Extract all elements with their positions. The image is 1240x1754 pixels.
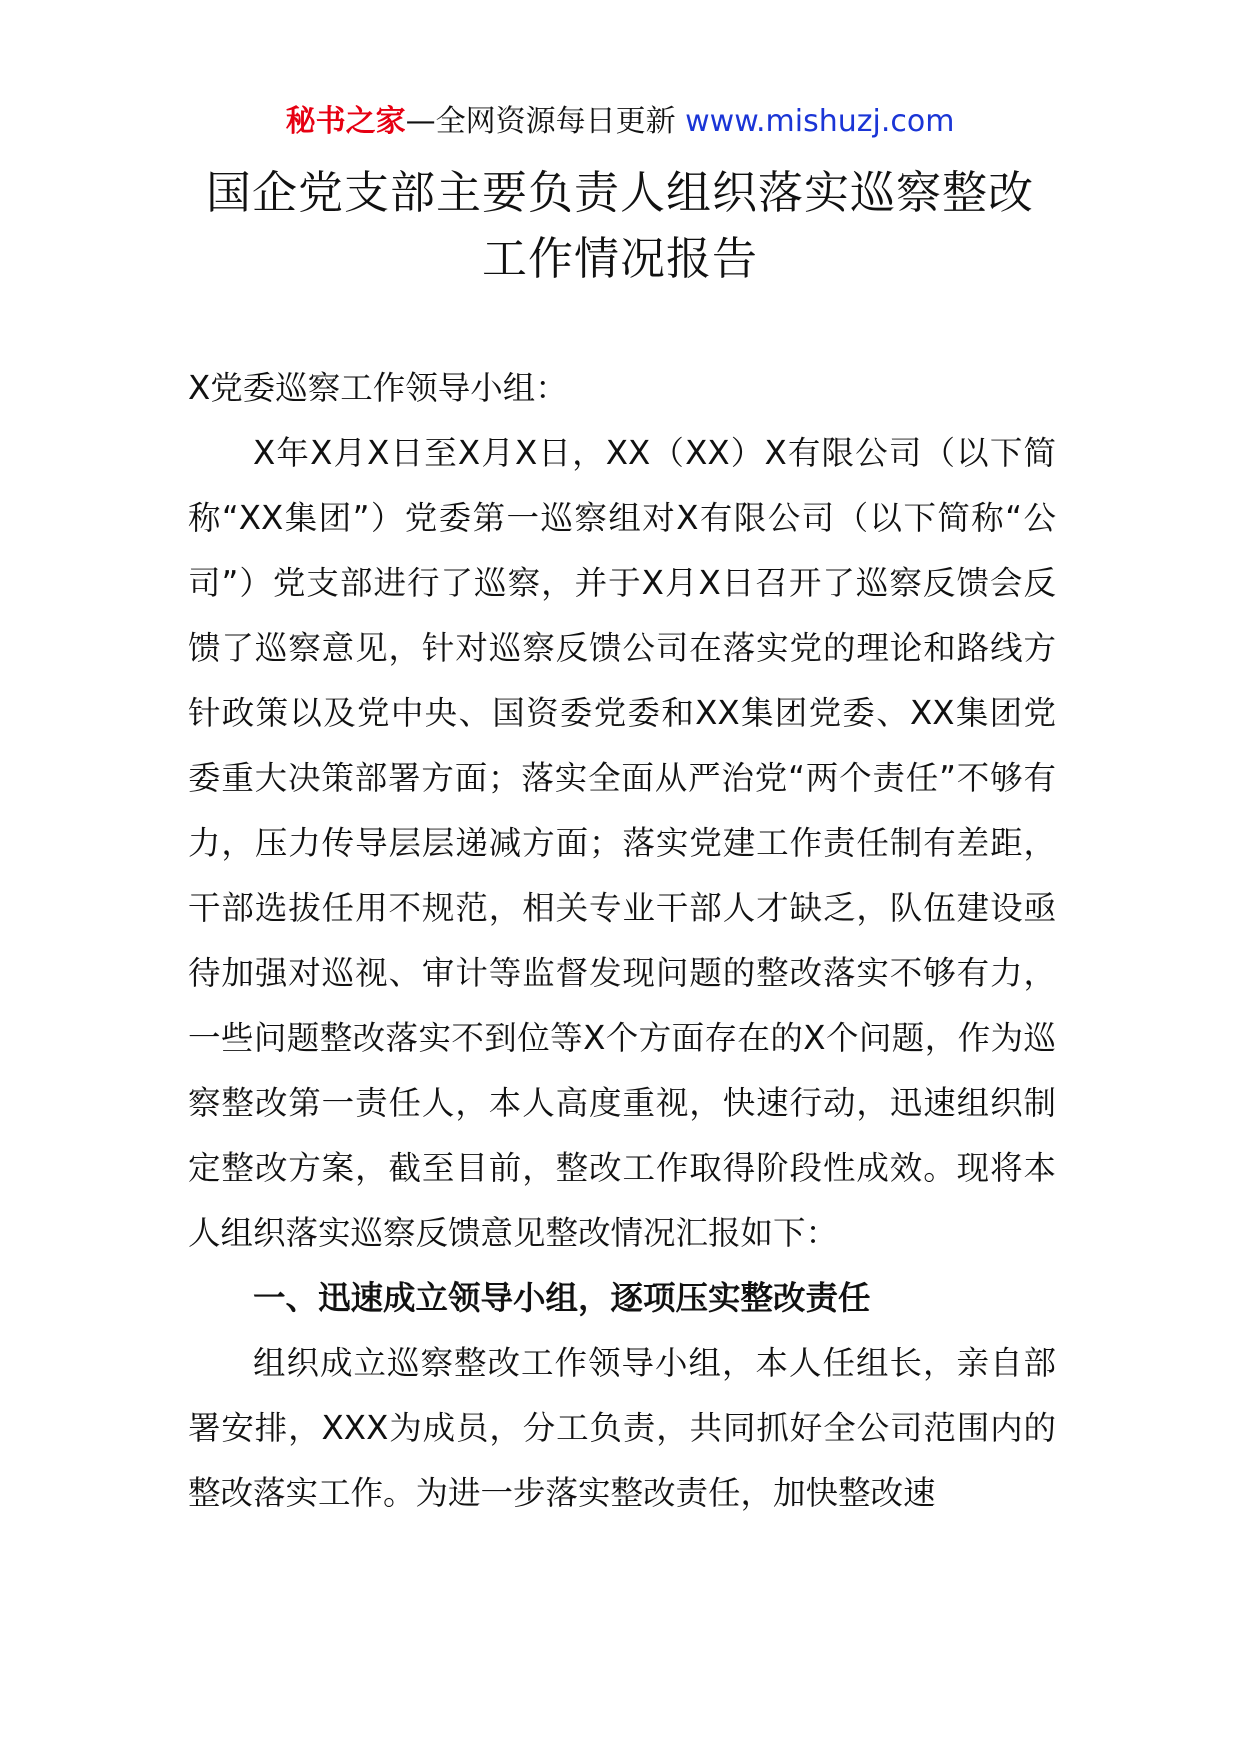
site-url[interactable]: www.mishuzj.com (685, 104, 955, 139)
brand-name: 秘书之家 (285, 104, 406, 139)
header-slogan: —全网资源每日更新 (405, 104, 676, 139)
paragraph-2: 组织成立巡察整改工作领导小组，本人任组长，亲自部署安排，XXX为成员，分工负责，共同抓好全公司范围内的整改落实工作。为进一步落实整改责任，加快整改速 (188, 1344, 1056, 1512)
document-title (150, 160, 1090, 292)
section-heading-1: 一、迅速成立领导小组，逐项压实整改责任 (253, 1279, 871, 1317)
paragraph-1: X年X月X日至X月X日，XX（XX）X有限公司（以下简称“XX集团”）党委第一巡察组对X有限公司（以下简称“公司”）党支部进行了巡察，并于X月X日召开了巡察反馈会反馈了巡察意见，针对巡察反馈公司在落实党的理论和路线方针政策以及党中央、国资委党委和XX集团党委、XX集团党委重大决策部署方面；落实全面从严治党“两个责任”不够有力，压力传导层层递减方面；落实党建工作责任制有差距，干部选拔任用不规范，相关专业干部人才缺乏，队伍建设亟待加强对巡视、审计等监督发现问题的整改落实不够有力，一些问题整改落实不到位等X个方面存在的X个问题，作为巡察整改第一责任人，本人高度重视，快速行动，迅速组织制定整改方案，截至目前，整改工作取得阶段性成效。现将本人组织落实巡察反馈意见整改情况汇报如下： (188, 434, 1056, 1252)
salutation: X党委巡察工作领导小组： (188, 369, 568, 407)
title-line-2: 工作情况报告 (481, 232, 758, 285)
site-header (0, 100, 1240, 144)
document-body (188, 356, 1056, 1526)
title-line-1: 国企党支部主要负责人组织落实巡察整改 (205, 166, 1034, 219)
